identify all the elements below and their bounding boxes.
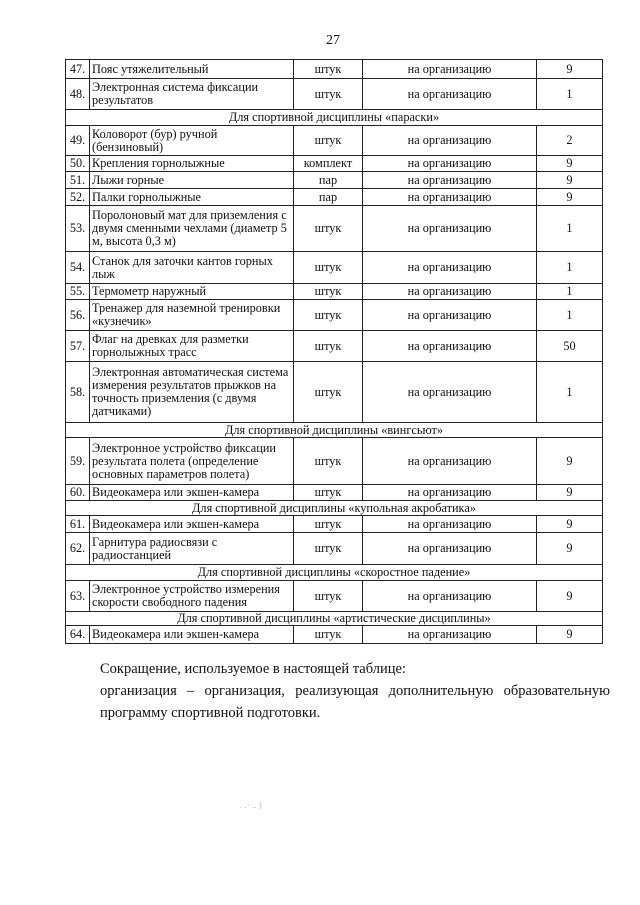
item-quantity: 9 xyxy=(537,626,603,644)
item-unit: штук xyxy=(294,485,363,501)
item-unit: пар xyxy=(294,172,363,189)
table-row xyxy=(66,79,603,110)
item-unit: штук xyxy=(294,284,363,300)
page-number: 27 xyxy=(326,33,340,48)
item-name: Термометр наружный xyxy=(90,284,294,300)
item-number: 56. xyxy=(66,300,90,331)
item-number: 55. xyxy=(66,284,90,300)
item-unit: штук xyxy=(294,438,363,485)
section-row xyxy=(66,612,603,626)
table-row xyxy=(66,284,603,300)
section-title: Для спортивной дисциплины «купольная акробатика» xyxy=(66,501,603,516)
table-row xyxy=(66,331,603,362)
table-row xyxy=(66,189,603,206)
item-unit: штук xyxy=(294,533,363,565)
table-row xyxy=(66,252,603,284)
section-row xyxy=(66,565,603,581)
item-number: 63. xyxy=(66,581,90,612)
section-title: Для спортивной дисциплины «артистические дисциплины» xyxy=(66,612,603,626)
item-quantity: 9 xyxy=(537,60,603,79)
item-quantity: 9 xyxy=(537,156,603,172)
item-quantity: 50 xyxy=(537,331,603,362)
item-basis: на организацию xyxy=(363,206,537,252)
table-row xyxy=(66,60,603,79)
item-basis: на организацию xyxy=(363,284,537,300)
item-quantity: 1 xyxy=(537,79,603,110)
item-number: 51. xyxy=(66,172,90,189)
item-number: 50. xyxy=(66,156,90,172)
footnote-line-2: программу спортивной подготовки. xyxy=(100,705,321,721)
item-basis: на организацию xyxy=(363,626,537,644)
item-quantity: 2 xyxy=(537,126,603,156)
item-number: 61. xyxy=(66,516,90,533)
item-number: 54. xyxy=(66,252,90,284)
item-number: 57. xyxy=(66,331,90,362)
item-name: Пояс утяжелительный xyxy=(90,60,294,79)
item-basis: на организацию xyxy=(363,300,537,331)
item-name: Поролоновый мат для приземления с двумя сменными чехлами (диаметр 5 м, высота 0,3 м) xyxy=(90,206,294,252)
equipment-table xyxy=(65,59,603,644)
item-name: Тренажер для наземной тренировки «кузнечик» xyxy=(90,300,294,331)
item-name: Электронное устройство измерения скорости свободного падения xyxy=(90,581,294,612)
table-row xyxy=(66,533,603,565)
item-name: Флаг на древках для разметки горнолыжных трасс xyxy=(90,331,294,362)
item-number: 59. xyxy=(66,438,90,485)
item-name: Станок для заточки кантов горных лыж xyxy=(90,252,294,284)
item-basis: на организацию xyxy=(363,156,537,172)
item-name: Электронная система фиксации результатов xyxy=(90,79,294,110)
table-row xyxy=(66,156,603,172)
table-row xyxy=(66,516,603,533)
item-unit: штук xyxy=(294,331,363,362)
item-quantity: 9 xyxy=(537,189,603,206)
item-number: 62. xyxy=(66,533,90,565)
item-number: 49. xyxy=(66,126,90,156)
item-basis: на организацию xyxy=(363,485,537,501)
item-unit: штук xyxy=(294,60,363,79)
item-name: Видеокамера или экшен-камера xyxy=(90,626,294,644)
item-quantity: 9 xyxy=(537,581,603,612)
item-name: Электронное устройство фиксации результата полета (определение основных параметров полета) xyxy=(90,438,294,485)
item-unit: штук xyxy=(294,300,363,331)
item-basis: на организацию xyxy=(363,60,537,79)
table-row xyxy=(66,581,603,612)
table-row xyxy=(66,300,603,331)
item-name: Крепления горнолыжные xyxy=(90,156,294,172)
item-basis: на организацию xyxy=(363,533,537,565)
item-quantity: 1 xyxy=(537,362,603,423)
item-unit: штук xyxy=(294,581,363,612)
section-title: Для спортивной дисциплины «скоростное падение» xyxy=(66,565,603,581)
item-number: 64. xyxy=(66,626,90,644)
item-quantity: 9 xyxy=(537,172,603,189)
item-number: 47. xyxy=(66,60,90,79)
table-row xyxy=(66,206,603,252)
item-unit: штук xyxy=(294,79,363,110)
item-number: 60. xyxy=(66,485,90,501)
scan-smudge: . .· .. ) xyxy=(240,800,262,810)
item-basis: на организацию xyxy=(363,79,537,110)
item-quantity: 1 xyxy=(537,284,603,300)
table-row xyxy=(66,485,603,501)
item-unit: комплект xyxy=(294,156,363,172)
item-quantity: 9 xyxy=(537,533,603,565)
section-row xyxy=(66,423,603,438)
section-row xyxy=(66,501,603,516)
item-name: Видеокамера или экшен-камера xyxy=(90,485,294,501)
item-basis: на организацию xyxy=(363,252,537,284)
item-name: Лыжи горные xyxy=(90,172,294,189)
section-title: Для спортивной дисциплины «вингсьют» xyxy=(66,423,603,438)
item-unit: штук xyxy=(294,516,363,533)
item-basis: на организацию xyxy=(363,331,537,362)
item-unit: пар xyxy=(294,189,363,206)
table-row xyxy=(66,172,603,189)
table-row xyxy=(66,438,603,485)
footnote-line-1: организация – организация, реализующая дополнительную образовательную xyxy=(100,683,610,699)
section-row xyxy=(66,110,603,126)
item-basis: на организацию xyxy=(363,581,537,612)
item-number: 58. xyxy=(66,362,90,423)
item-number: 53. xyxy=(66,206,90,252)
item-quantity: 9 xyxy=(537,516,603,533)
item-quantity: 1 xyxy=(537,206,603,252)
item-unit: штук xyxy=(294,252,363,284)
item-name: Гарнитура радиосвязи с радиостанцией xyxy=(90,533,294,565)
item-unit: штук xyxy=(294,362,363,423)
footnote-heading: Сокращение, используемое в настоящей таблице: xyxy=(100,661,406,677)
item-basis: на организацию xyxy=(363,516,537,533)
item-quantity: 1 xyxy=(537,300,603,331)
item-basis: на организацию xyxy=(363,126,537,156)
item-number: 48. xyxy=(66,79,90,110)
item-unit: штук xyxy=(294,626,363,644)
item-name: Электронная автоматическая система измерения результатов прыжков на точность приземления (с двумя датчиками) xyxy=(90,362,294,423)
item-name: Коловорот (бур) ручной (бензиновый) xyxy=(90,126,294,156)
section-title: Для спортивной дисциплины «параски» xyxy=(66,110,603,126)
item-quantity: 9 xyxy=(537,485,603,501)
item-number: 52. xyxy=(66,189,90,206)
table-row xyxy=(66,126,603,156)
item-basis: на организацию xyxy=(363,172,537,189)
item-unit: штук xyxy=(294,126,363,156)
item-quantity: 9 xyxy=(537,438,603,485)
table-row xyxy=(66,626,603,644)
item-quantity: 1 xyxy=(537,252,603,284)
item-name: Видеокамера или экшен-камера xyxy=(90,516,294,533)
item-basis: на организацию xyxy=(363,189,537,206)
item-basis: на организацию xyxy=(363,438,537,485)
item-basis: на организацию xyxy=(363,362,537,423)
item-unit: штук xyxy=(294,206,363,252)
table-row xyxy=(66,362,603,423)
item-name: Палки горнолыжные xyxy=(90,189,294,206)
